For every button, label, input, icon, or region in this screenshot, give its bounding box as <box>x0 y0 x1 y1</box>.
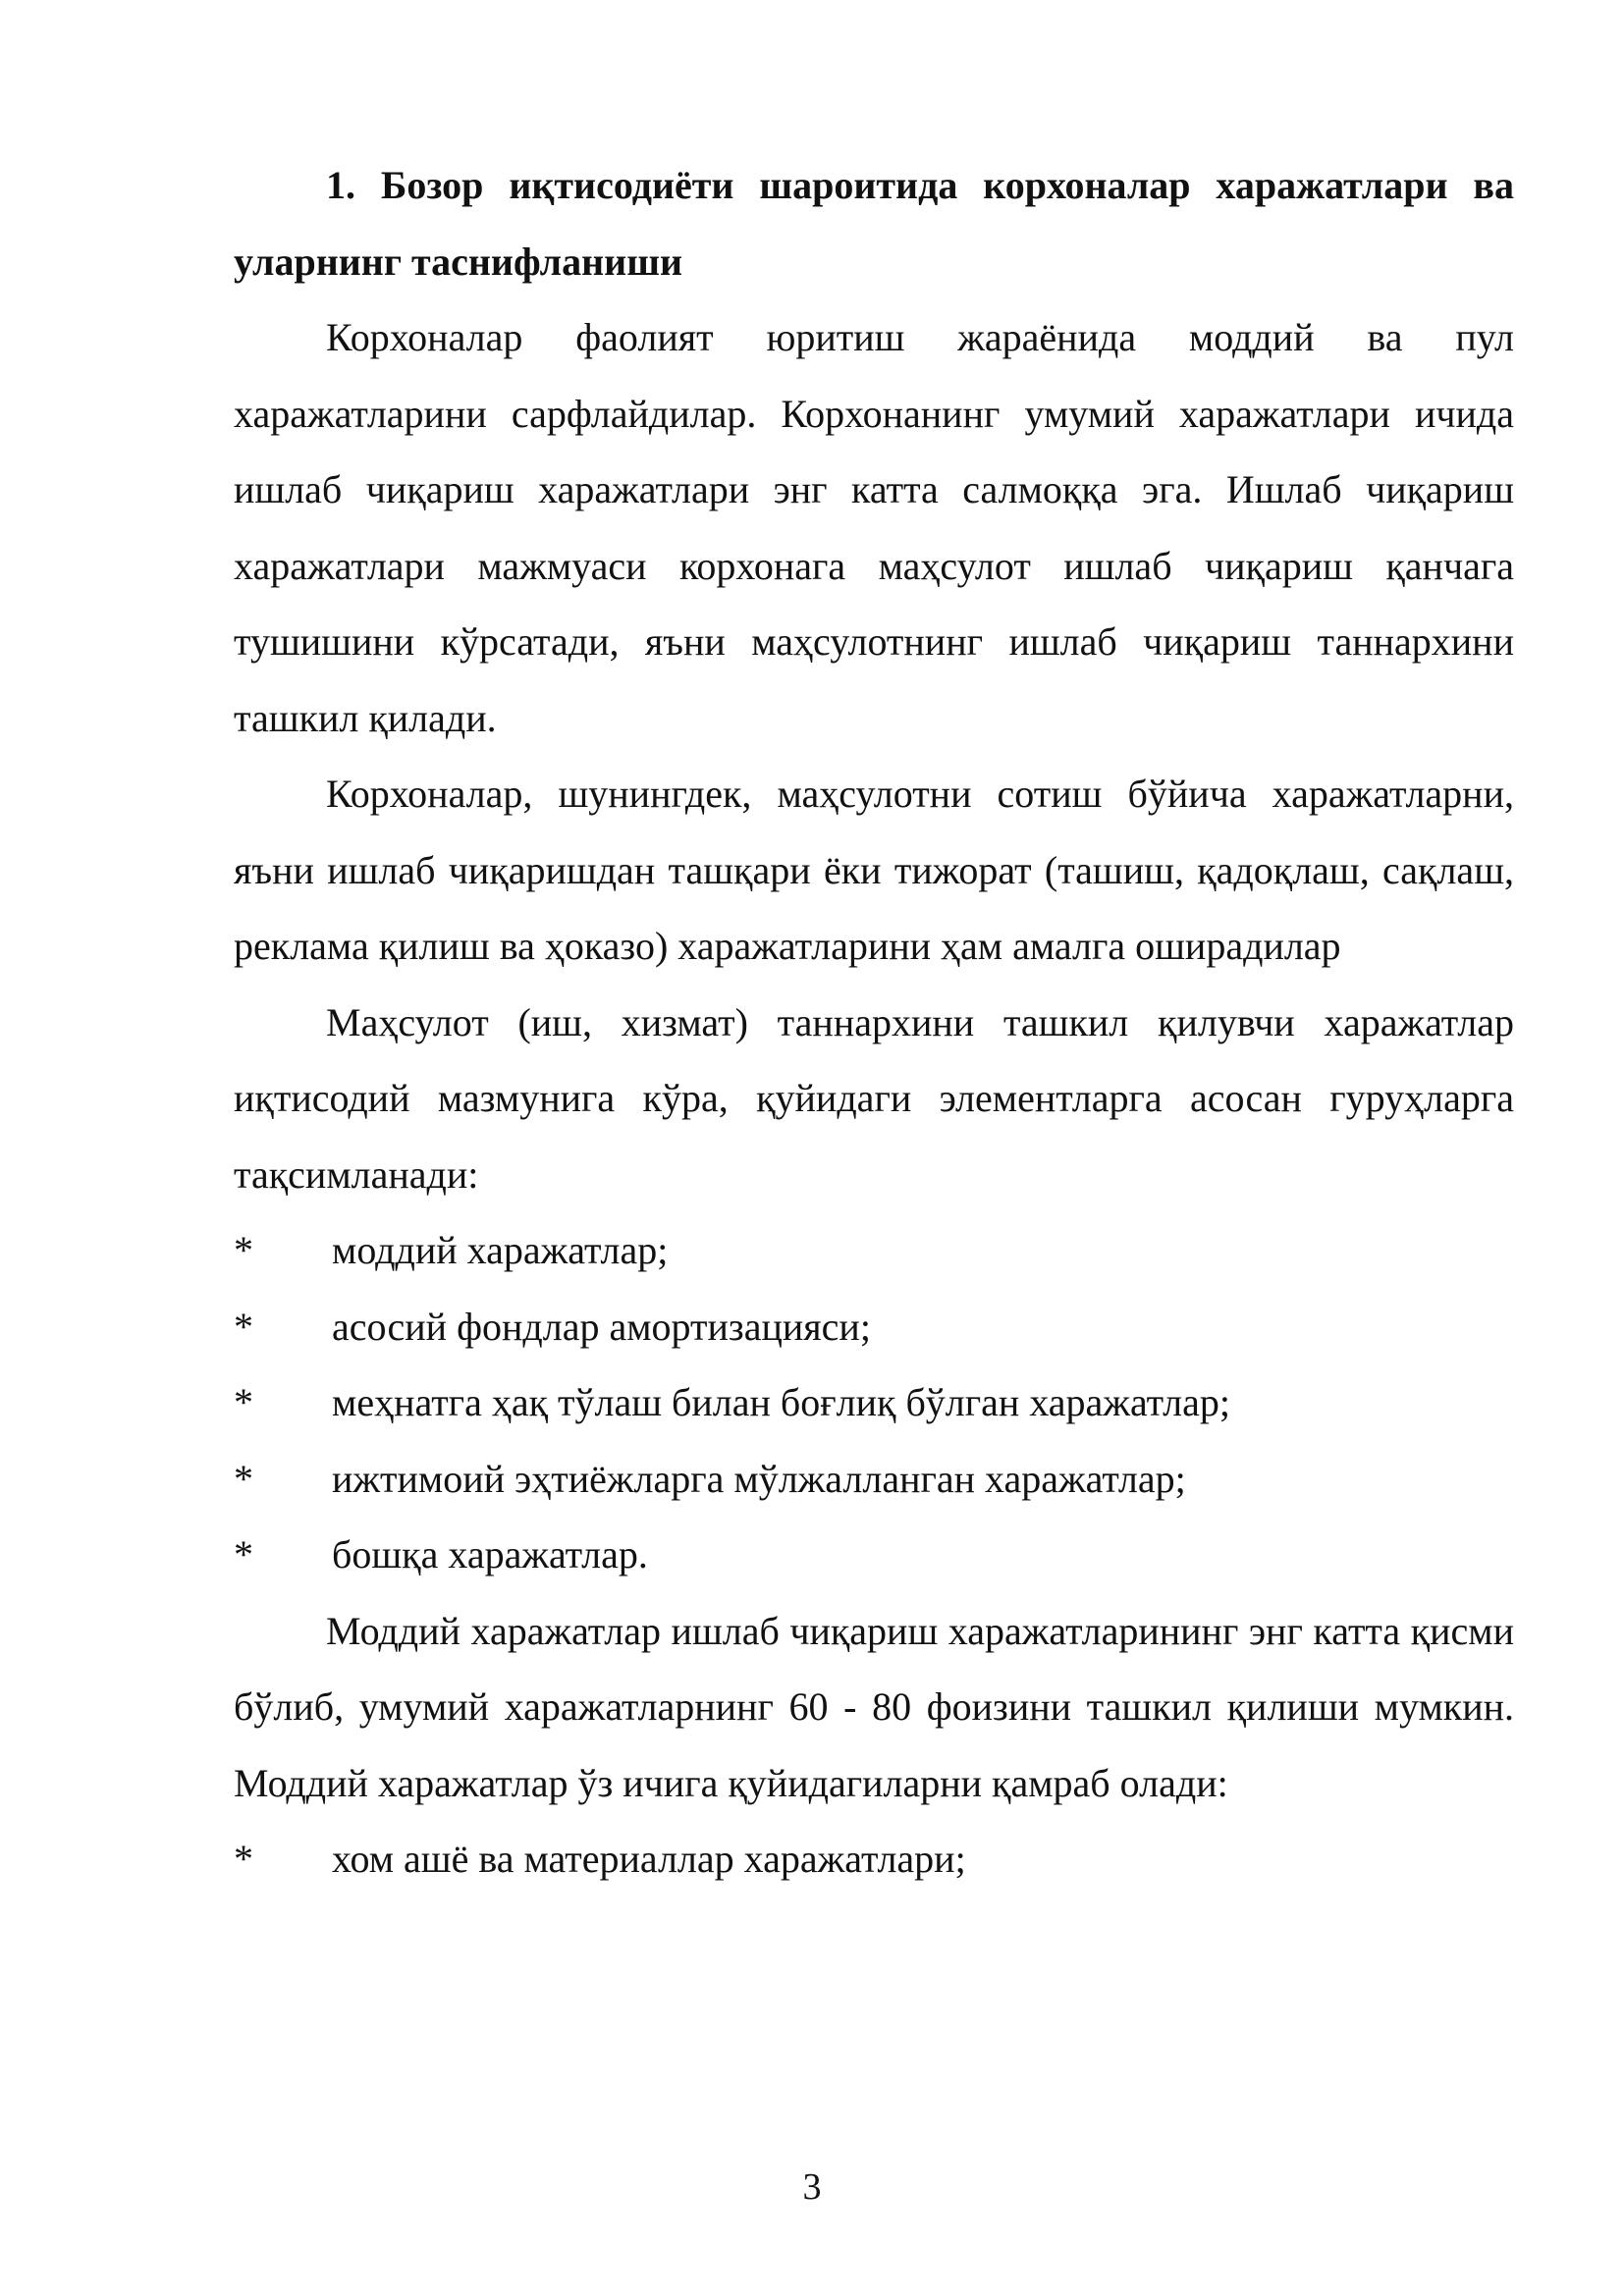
page-number: 3 <box>802 2166 822 2208</box>
list-item <box>234 1364 1514 1441</box>
list-item-text: бошқа харажатлар. <box>332 1532 648 1576</box>
list-item-text: моддий харажатлар; <box>332 1228 669 1272</box>
page-content <box>234 147 1514 1897</box>
list-item <box>234 1212 1514 1289</box>
list-item <box>234 1821 1514 1897</box>
bullet-list <box>234 1212 1514 1593</box>
list-item <box>234 1441 1514 1518</box>
paragraph: Корхоналар, шунингдек, маҳсулотни сотиш бўйича харажатларни, яъни ишлаб чиқаришдан ташқари ёки тижорат (ташиш, қадоқлаш, сақлаш, реклама қилиш ва ҳоказо) харажатларини ҳам амалга оширадилар <box>234 772 1514 968</box>
list-item-text: ижтимоий эҳтиёжларга мўлжалланган харажатлар; <box>332 1456 1186 1501</box>
bullet-marker: * <box>234 1304 253 1349</box>
paragraph: Корхоналар фаолият юритиш жараёнида моддий ва пул харажатларини сарфлайдилар. Корхонанинг умумий харажатлари ичида ишлаб чиқариш харажатлари энг катта салмоққа эга. Ишлаб чиқариш харажатлари мажмуаси корхонага маҳсулот ишлаб чиқариш қанчага тушишини кўрсатади, яъни маҳсулотнинг ишлаб чиқариш таннархини ташкил қилади. <box>234 315 1514 740</box>
list-item <box>234 1517 1514 1593</box>
list-item-text: хом ашё ва материаллар харажатлари; <box>332 1837 966 1881</box>
list-item-text: меҳнатга ҳақ тўлаш билан боғлиқ бўлган харажатлар; <box>332 1380 1230 1424</box>
bullet-marker: * <box>234 1456 253 1501</box>
section-heading: 1. Бозор иқтисодиёти шароитида корхоналар харажатлари ва уларнинг таснифланиши <box>234 163 1514 284</box>
bullet-marker: * <box>234 1532 253 1576</box>
list-item <box>234 1289 1514 1365</box>
list-item-text: асосий фондлар амортизацияси; <box>332 1304 871 1349</box>
bullet-list <box>234 1821 1514 1897</box>
bullet-marker: * <box>234 1380 253 1424</box>
paragraph: Моддий харажатлар ишлаб чиқариш харажатларининг энг катта қисми бўлиб, умумий харажатларнинг 60 - 80 фоизини ташкил қилиши мумкин. Моддий харажатлар ўз ичига қуйидагиларни қамраб олади: <box>234 1608 1514 1805</box>
bullet-marker: * <box>234 1228 253 1272</box>
paragraph: Маҳсулот (иш, хизмат) таннархини ташкил қилувчи харажатлар иқтисодий мазмунига кўра, қуйидаги элементларга асосан гуруҳларга тақсимланади: <box>234 999 1514 1197</box>
bullet-marker: * <box>234 1837 253 1881</box>
